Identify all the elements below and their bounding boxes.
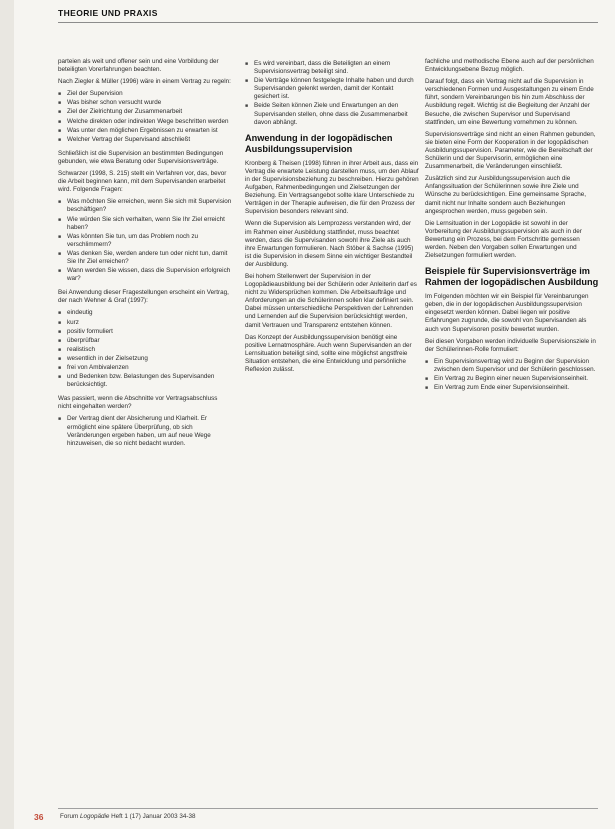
list-item: ■ Was bisher schon versucht wurde bbox=[58, 99, 232, 107]
paragraph: Nach Ziegler & Müller (1996) wäre in einem Vertrag zu regeln: bbox=[58, 78, 231, 86]
text-column-3 bbox=[425, 58, 599, 398]
bullet-list bbox=[58, 198, 232, 283]
list-item: ■ Ein Vertrag zum Ende einer Supervisionseinheit. bbox=[425, 384, 599, 392]
bullet-list bbox=[58, 415, 232, 447]
paragraph: Schwarzer (1998, S. 215) stellt ein Verfahren vor, das, bevor die Arbeit beginnen kann, mit dem Supervisanden erarbeitet wird. Folgende Fragen: bbox=[58, 170, 227, 194]
paragraph: Im Folgenden möchten wir ein Beispiel für Vereinbarungen geben, die in der logopädischen Ausbildungssupervision eingesetzt werden können. Dabei liegen wir positive Erfahrungen zugrunde, die sowohl von Supervisanden als auch von Supervisoren positiv bewertet wurden. bbox=[425, 293, 589, 333]
bullet-list bbox=[245, 60, 419, 127]
list-item: ■ eindeutig bbox=[58, 309, 232, 317]
paragraph: Supervisionsverträge sind nicht an einen Rahmen gebunden, sie bieten eine Form der Kooperation in der logopädischen Ausbildungssupervision. Parameter, wie die Bereitschaft der Schülerin und der Supervisorin, ermöglichen eine Zusammenarbeit, die Veränderungen einschließt. bbox=[425, 130, 596, 171]
text-column-1 bbox=[58, 58, 232, 454]
paragraph: Bei hohem Stellenwert der Supervision in der Logopädieausbildung bei der Schülerin oder Anleiterin darf es nicht zu Widersprüchen kommen. Die Arbeitsaufträge und Anforderungen an die Schülerinnen sollen klar definiert sein. Dabei müssen unterschiedliche Perspektiven der Lehrenden und Lernenden auf die Supervision berücksichtigt werden, damit Vertrauen und Transparenz entstehen können. bbox=[245, 272, 417, 329]
page-edge-rail bbox=[0, 0, 14, 829]
journal-name: Logopädie bbox=[79, 813, 110, 820]
list-item: ■ Beide Seiten können Ziele und Erwartungen an den Supervisanden stellen, ohne dass die Zusammenarbeit davon abhängt. bbox=[245, 102, 419, 126]
list-item: ■ Der Vertrag dient der Absicherung und Klarheit. Er ermöglicht eine spätere Überprüfung, ob sich Veränderungen ergeben haben, um auf neue Wege hinzuweisen, die so nicht bedacht wurden. bbox=[58, 415, 232, 447]
section-header: THEORIE UND PRAXIS bbox=[58, 8, 158, 18]
journal-prefix: Forum bbox=[60, 813, 79, 820]
list-item: ■ Wie würden Sie sich verhalten, wenn Sie Ihr Ziel erreicht haben? bbox=[58, 216, 232, 232]
paragraph: Das Konzept der Ausbildungssupervision benötigt eine positive Lernatmosphäre. Auch wenn Supervisanden an der Lernsituation beteiligt sind, sollte eine möglichst angstfreie Situation entstehen, die eine Entwicklung und persönliche Reflexion zulässt. bbox=[245, 333, 412, 373]
paragraph: parteien als weit und offener sein und eine Vorbildung der beteiligten Vorerfahrungen beachten. bbox=[58, 58, 219, 74]
list-item: ■ Welcher Vertrag der Supervisand abschließt bbox=[58, 136, 232, 144]
list-item: ■ positiv formuliert bbox=[58, 328, 232, 336]
list-item: ■ Was könnten Sie tun, um das Problem noch zu verschlimmern? bbox=[58, 233, 232, 249]
paragraph: Darauf folgt, dass ein Vertrag nicht auf die Supervision in verschiedenen Formen und Ausgestaltungen zu einem Ende führt, sondern Vereinbarungen bis hin zum Abschluss der Ausbildung regelt. Wichtig ist die Begleitung der Anzahl der Besuche, die zwischen Supervisor und Supervisand stattfinden, um eine Bewertung vornehmen zu können. bbox=[425, 78, 594, 126]
paragraph: fachliche und methodische Ebene auch auf der persönlichen Entwicklungsebene Bezug möglich. bbox=[425, 58, 594, 74]
list-item: ■ Ein Supervisionsvertrag wird zu Beginn der Supervision zwischen dem Supervisor und der Schülerin geschlossen. bbox=[425, 358, 599, 374]
issue-info: Heft 1 (17) Januar 2003 34-38 bbox=[111, 813, 196, 820]
list-item: ■ wesentlich in der Zielsetzung bbox=[58, 355, 232, 363]
list-item: ■ und Bedenken bzw. Belastungen des Supervisanden berücksichtigt. bbox=[58, 373, 232, 389]
bullet-list bbox=[58, 309, 232, 389]
section-heading: Beispiele für Supervisionsverträge im Rahmen der logopädischen Ausbildung bbox=[425, 266, 599, 288]
list-item: ■ Die Verträge können festgelegte Inhalte haben und durch Supervisanden gelenkt werden, damit der Kontakt gesichert ist. bbox=[245, 77, 419, 101]
list-item: ■ Es wird vereinbart, dass die Beteiligten an einem Supervisionsvertrag beteiligt sind. bbox=[245, 60, 419, 76]
header-divider bbox=[58, 22, 598, 23]
bullet-list bbox=[58, 90, 232, 144]
list-item: ■ Ziel der Zielrichtung der Zusammenarbeit bbox=[58, 108, 232, 116]
list-item: ■ frei von Ambivalenzen bbox=[58, 364, 232, 372]
footer-divider bbox=[58, 808, 598, 809]
text-column-2 bbox=[245, 58, 419, 378]
paragraph: Bei diesen Vorgaben werden individuelle Supervisionsziele in der Schülerinnen-Rolle formuliert: bbox=[425, 337, 596, 353]
list-item: ■ kurz bbox=[58, 319, 232, 327]
journal-footer bbox=[60, 813, 196, 820]
list-item: ■ überprüfbar bbox=[58, 337, 232, 345]
bullet-list bbox=[425, 358, 599, 392]
list-item: ■ Ein Vertrag zu Beginn einer neuen Supervisionseinheit. bbox=[425, 375, 599, 383]
list-item: ■ Was möchten Sie erreichen, wenn Sie sich mit Supervision beschäftigen? bbox=[58, 198, 232, 214]
list-item: ■ realistisch bbox=[58, 346, 232, 354]
paragraph: Wenn die Supervision als Lernprozess verstanden wird, der im Rahmen einer Ausbildung stattfindet, muss beachtet werden, dass die Supervisanden sowohl ihre Ziele als auch ihre Erwartungen formulieren. Nach Stöber & Sachse (1995) ist die Supervision in diesem Sinne ein wichtiger Bestandteil der Ausbildung. bbox=[245, 220, 414, 268]
paragraph: Zusätzlich sind zur Ausbildungssupervision auch die Anfangssituation der Schülerinnen sowie ihre Ziele und Wünsche zu berücksichtigen. Eine gemeinsame Sprache, damit nicht nur Inhalte sondern auch Beziehungen angesprochen werden, muss gegeben sein. bbox=[425, 175, 587, 215]
paragraph: Bei Anwendung dieser Fragestellungen erscheint ein Vertrag, der nach Wehner & Graf (1997): bbox=[58, 289, 229, 305]
paragraph: Kronberg & Theisen (1998) führen in ihrer Arbeit aus, dass ein Vertrag die erwartete Leistung darstellen muss, um den Ablauf in der Supervisionsbeziehung zu beschreiben. Hierzu gehören Aufgaben, Rahmenbedingungen und Zielsetzungen der Beziehung. Ein Vertragsangebot sollte klare Unterschiede zu Verträgen in der Therapie aufweisen, die für den Prozess der Supervision besonders relevant sind. bbox=[245, 159, 419, 216]
section-heading: Anwendung in der logopädischen Ausbildungssupervision bbox=[245, 132, 393, 154]
paragraph: Schließlich ist die Supervision an bestimmten Bedingungen gebunden, wie etwa Beratung oder Supervisionsverträge. bbox=[58, 149, 224, 165]
page-number: 36 bbox=[34, 812, 44, 822]
list-item: ■ Ziel der Supervision bbox=[58, 90, 232, 98]
list-item: ■ Wann werden Sie wissen, dass die Supervision erfolgreich war? bbox=[58, 267, 232, 283]
paragraph: Die Lernsituation in der Logopädie ist sowohl in der Vorbereitung der Ausbildungssupervision als auch in der Bewertung ein Prozess, bei dem Fortschritte gemessen werden. Neben den Vorgaben sollen Erwartungen und Zielsetzungen formuliert werden. bbox=[425, 219, 582, 260]
list-item: ■ Was unter den möglichen Ergebnissen zu erwarten ist bbox=[58, 127, 232, 135]
paragraph: Was passiert, wenn die Abschnitte vor Vertragsabschluss nicht eingehalten werden? bbox=[58, 395, 218, 411]
list-item: ■ Welche direkten oder indirekten Wege beschritten werden bbox=[58, 118, 232, 126]
list-item: ■ Was denken Sie, werden andere tun oder nicht tun, damit Sie Ihr Ziel erreichen? bbox=[58, 250, 232, 266]
